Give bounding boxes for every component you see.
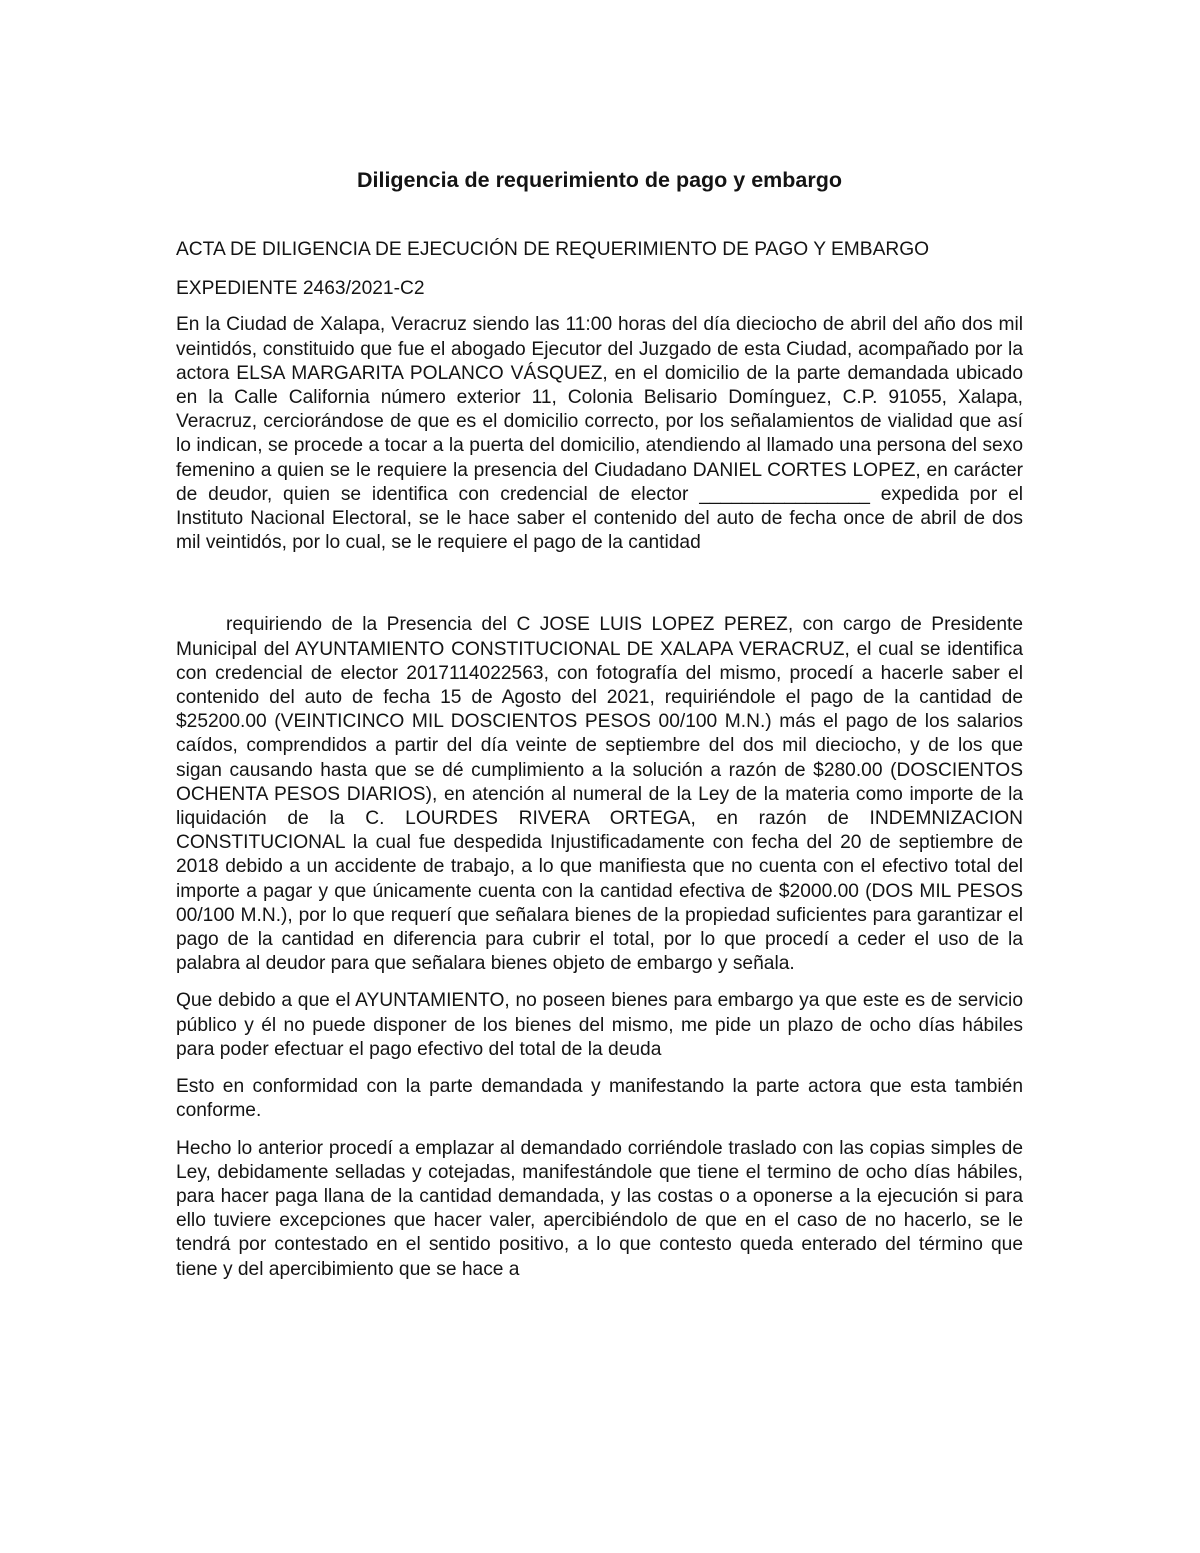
- acta-heading: ACTA DE DILIGENCIA DE EJECUCIÓN DE REQUERIMIENTO DE PAGO Y EMBARGO: [176, 239, 930, 260]
- paragraph: requiriendo de la Presencia del C JOSE LUIS LOPEZ PEREZ, con cargo de Presidente Municipal del AYUNTAMIENTO CONSTITUCIONAL DE XALAPA VERACRUZ, el cual se identifica con credencial de elector 2017114022563, con fotografía del mismo, procedí a hacerle saber el contenido del auto de fecha 15 de Agosto del 2021, requiriéndole el pago de la cantidad de $25200.00 (VEINTICINCO MIL DOSCIENTOS PESOS 00/100 M.N.) más el pago de los salarios caídos, comprendidos a partir del día veinte de septiembre del dos mil dieciocho, y de los que sigan causando hasta que se dé cumplimiento a la solución a razón de $280.00 (DOSCIENTOS OCHENTA PESOS DIARIOS), en atención al numeral de la Ley de la materia como importe de la liquidación de la C. LOURDES RIVERA ORTEGA, en razón de INDEMNIZACION CONSTITUCIONAL la cual fue despedida Injustificadamente con fecha del 20 de septiembre de 2018 debido a un accidente de trabajo, a lo que manifiesta que no cuenta con el efectivo total del importe a pagar y que únicamente cuenta con la cantidad efectiva de $2000.00 (DOS MIL PESOS 00/100 M.N.), por lo que requerí que señalara bienes de la propiedad suficientes para garantizar el pago de la cantidad en diferencia para cubrir el total, por lo que procedí a ceder el uso de la palabra al deudor para que señalara bienes objeto de embargo y señala.: [176, 614, 1023, 975]
- document-title: Diligencia de requerimiento de pago y embargo: [356, 168, 843, 192]
- paragraph: En la Ciudad de Xalapa, Veracruz siendo las 11:00 horas del día dieciocho de abril del año dos mil veintidós, constituido que fue el abogado Ejecutor del Juzgado de esta Ciudad, acompañado por la actora ELSA MARGARITA POLANCO VÁSQUEZ, en el domicilio de la parte demandada ubicado en la Calle California número exterior 11, Colonia Belisario Domínguez, C.P. 91055, Xalapa, Veracruz, cerciorándose de que es el domicilio correcto, por los señalamientos de vialidad que así lo indican, se procede a tocar a la puerta del domicilio, atendiendo al llamado una persona del sexo femenino a quien se le requiere la presencia del Ciudadano DANIEL CORTES LOPEZ, en carácter de deudor, quien se identifica con credencial de elector ________________ expedida por el Instituto Nacional Electoral, se le hace saber el contenido del auto de fecha once de abril de dos mil veintidós, por lo cual, se le requiere el pago de la cantidad: [176, 314, 1023, 554]
- paragraph: Que debido a que el AYUNTAMIENTO, no poseen bienes para embargo ya que este es de servicio público y él no puede disponer de los bienes del mismo, me pide un plazo de ocho días hábiles para poder efectuar el pago efectivo del total de la deuda: [176, 990, 1023, 1060]
- paragraph: Esto en conformidad con la parte demandada y manifestando la parte actora que esta también conforme.: [176, 1076, 1023, 1122]
- expediente-number: EXPEDIENTE 2463/2021-C2: [176, 278, 425, 300]
- paragraph: Hecho lo anterior procedí a emplazar al demandado corriéndole traslado con las copias simples de Ley, debidamente selladas y cotejadas, manifestándole que tiene el termino de ocho días hábiles, para hacer paga llana de la cantidad demandada, y las costas o a oponerse a la ejecución si para ello tuviere excepciones que hacer valer, apercibiéndolo de que en el caso de no hacerlo, se le tendrá por contestado en el sentido positivo, a lo que contesto queda enterado del término que tiene y del apercibimiento que se hace a: [176, 1137, 1023, 1280]
- document-body: [176, 166, 1023, 1282]
